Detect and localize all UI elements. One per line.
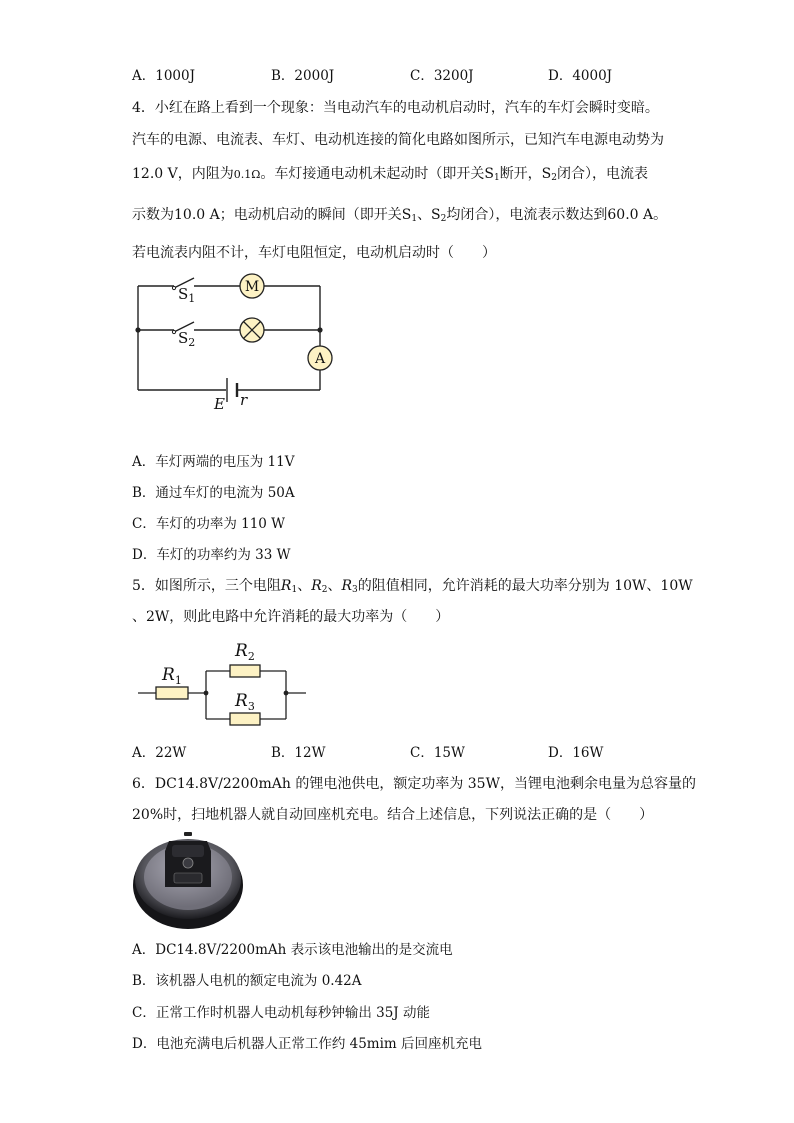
q4-line3-c: 。车灯接通电动机未起动时（即开关S (260, 166, 494, 182)
q4-current-1: 10.0 A (174, 207, 220, 223)
q4-line-3 (132, 165, 648, 187)
q4-option-b: B．通过车灯的电流为 50A (132, 485, 295, 501)
r2-label: $R_2$ (235, 641, 255, 663)
q4-resistance-value: 0.1Ω (233, 168, 261, 181)
q4-sub-1a: 1 (493, 173, 500, 183)
q5-option-d: D．16W (548, 745, 604, 761)
q5-r1-sub: 1 (291, 585, 298, 595)
q5-line1-a: 5．如图所示，三个电阻 (132, 578, 281, 594)
q5-line-1 (132, 577, 693, 599)
q6-option-d: D．电池充满电后机器人正常工作约 45mim 后回座机充电 (132, 1036, 483, 1052)
q5-line-2: 、2W，则此电路中允许消耗的最大功率为（ ） (132, 609, 450, 625)
q4-circuit-diagram (128, 268, 348, 418)
q5-r2-sub: 2 (321, 585, 328, 595)
q5-option-b: B．12W (271, 745, 326, 761)
resistor-r1 (156, 687, 188, 699)
q4-line-2: 汽车的电源、电流表、车灯、电动机连接的简化电路如图所示，已知汽车电源电动势为 (132, 132, 664, 148)
q5-line1-b: 的阻值相同，允许消耗的最大功率分别为 10W、10W (357, 578, 693, 594)
q5-sep-1: 、 (297, 578, 312, 594)
q4-option-d: D．车灯的功率约为 33 W (132, 547, 291, 563)
q5-r1: R (280, 578, 292, 594)
switch-s1-label: $S_1$ (178, 285, 196, 305)
emf-label: E (214, 395, 225, 413)
q4-sub-1b: 1 (411, 214, 418, 224)
q5-r2: R (311, 578, 322, 594)
r3-label: $R_3$ (235, 691, 255, 713)
q4-line4-g: 。 (653, 207, 668, 223)
q4-line-4 (132, 206, 667, 228)
q4-option-c: C．车灯的功率为 110 W (132, 516, 286, 532)
switch-s2-label: $S_2$ (178, 329, 196, 349)
q4-line4-a: 示数为 (132, 207, 174, 223)
motor-label: M (244, 279, 260, 295)
junction-r-left (204, 691, 209, 696)
internal-resistance-label: r (240, 391, 248, 409)
q4-sub-2b: 2 (440, 214, 447, 224)
junction-left (135, 327, 140, 332)
q6-option-c: C．正常工作时机器人电动机每秒钟输出 35J 动能 (132, 1005, 431, 1021)
ammeter-label: A (314, 351, 326, 367)
q4-line3-d: 断开，S (499, 166, 552, 182)
robot-vacuum-image (131, 829, 245, 933)
junction-right (317, 327, 322, 332)
resistor-r2 (230, 665, 260, 677)
q4-line3-e: 闭合），电流表 (557, 166, 649, 182)
q6-line-1: 6．DC14.8V/2200mAh 的锂电池供电，额定功率为 35W，当锂电池剩余电量为总容量的 (132, 776, 696, 792)
q3-option-a: A．1000J (132, 68, 196, 84)
q6-line-2: 20%时，扫地机器人就自动回座机充电。结合上述信息，下列说法正确的是（ ） (132, 807, 654, 823)
q4-current-2: 60.0 A (607, 207, 654, 223)
q6-option-b: B．该机器人电机的额定电流为 0.42A (132, 973, 362, 989)
lamp-symbol (240, 318, 264, 342)
q4-line4-c: ；电动机启动的瞬间（即开关S (219, 207, 412, 223)
junction-r-right (284, 691, 289, 696)
q4-option-a: A．车灯两端的电压为 11V (132, 454, 295, 470)
q4-line-5: 若电流表内阻不计，车灯电阻恒定，电动机启动时（ ） (132, 245, 496, 261)
q5-r3-sub: 3 (352, 585, 358, 595)
resistor-r3 (230, 713, 260, 725)
q5-r3: R (341, 578, 353, 594)
q4-line4-e: 均闭合），电流表示数达到 (446, 207, 608, 223)
q3-option-b: B．2000J (271, 68, 335, 84)
q4-line4-d: 、S (417, 207, 441, 223)
q4-line-1: 4．小红在路上看到一个现象：当电动汽车的电动机启动时，汽车的车灯会瞬时变暗。 (132, 100, 659, 116)
r1-label: $R_1$ (162, 665, 182, 687)
q4-sub-2a: 2 (551, 173, 558, 183)
q6-option-a: A．DC14.8V/2200mAh 表示该电池输出的是交流电 (132, 942, 453, 958)
q3-option-c: C．3200J (410, 68, 474, 84)
q5-option-a: A．22W (132, 745, 187, 761)
q5-sep-2: 、 (327, 578, 342, 594)
q4-emf-text: 12.0 V，内阻为 (132, 166, 234, 182)
q3-option-d: D．4000J (548, 68, 613, 84)
q5-option-c: C．15W (410, 745, 465, 761)
q5-resistor-diagram (136, 634, 316, 734)
